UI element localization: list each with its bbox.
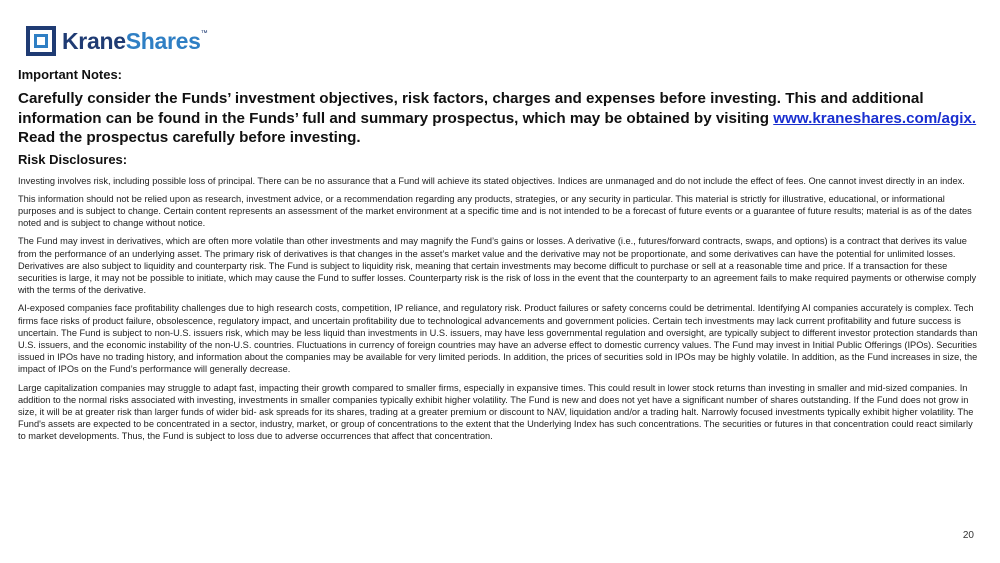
logo-trademark: ™	[200, 29, 208, 37]
page-number: 20	[962, 530, 974, 541]
risk-paragraph-large-cap: Large capitalization companies may struggle to adapt fast, impacting their growth compared to smaller firms, especially in expansive times. This could result in lower stock returns than investing in smaller and mid-sized companies. In addition to the normal risks associated with investing, investments in smaller companies typically exhibit higher volatility. The Fund is new and does not yet have a significant number of shares outstanding. If the Fund does not grow in size, it will be at greater risk than larger funds of wider bid- ask spreads for its shares, trading at a greater premium or discount to NAV, liquidation and/or a trading halt. Narrowly focused investments typically exhibit higher volatility. The Fund's assets are expected to be concentrated in a sector, industry, market, or group of concentrations to the extent that the Underlying Index has such concentrations. The securities or futures in that concentration could react similarly to market developments. Thus, the Fund is subject to loss due to adverse occurrences that affect that concentration.	[18, 382, 974, 442]
logo-brand-dark: Krane	[62, 27, 126, 54]
risk-disclosures-heading: Risk Disclosures:	[18, 151, 128, 167]
disclosure-content	[18, 67, 980, 449]
important-notes-heading: Important Notes:	[18, 67, 122, 82]
kraneshares-logo	[26, 26, 207, 56]
logo-wordmark	[62, 27, 208, 54]
risk-paragraph-derivatives: The Fund may invest in derivatives, which are often more volatile than other investments and may magnify the Fund’s gains or losses. A derivative (i.e., futures/forward contracts, swaps, and options) is a contract that derives its value from the performance of an underlying asset. The primary risk of derivatives is that changes in the asset’s market value and the derivative may not be proportionate, and some derivatives can have the potential for unlimited losses. Derivatives are also subject to liquidity and counterparty risk. The Fund is subject to liquidity risk, meaning that certain investments may become difficult to purchase or sell at a reasonable time and price. If a transaction for these securities is large, it may not be possible to initiate, which may cause the Fund to suffer losses. Counterparty risk is the risk of loss in the event that the counterparty to an agreement fails to make required payments or otherwise comply with the terms of the derivative.	[18, 236, 977, 296]
risk-paragraph-not-advice: This information should not be relied upon as research, investment advice, or a recommendation regarding any products, strategies, or any security in particular. This material is strictly for illustrative, educational, or informational purposes and is subject to change. Certain content represents an assessment of the market environment at a specific time and is not intended to be a forecast of future events or a guarantee of future results; material is as of the dates noted and is subject to change without notice.	[18, 193, 972, 229]
risk-paragraph-general: Investing involves risk, including possible loss of principal. There can be no assurance that a Fund will achieve its stated objectives. Indices are unmanaged and do not include the effect of fees. One cannot invest directly in an index.	[18, 175, 965, 186]
risk-paragraph-ai-companies: AI-exposed companies face profitability challenges due to high research costs, competition, IP reliance, and regulatory risk. Product failures or safety concerns could be detrimental. Identifying AI companies accurately is complex. Tech firms face risks of product failure, obsolescence, regulatory impact, and uncertain profitability due to technological advancements and government policies. Certain tech investments may lack current profitability and future success is uncertain. The Fund is subject to non-U.S. issuers risk, which may be less liquid than investments in U.S. issuers, may have less governmental regulation and oversight, are typically subject to different investor protection standards than U.S. issuers, and the economic instability of the non-U.S. countries. Fluctuations in currency of foreign countries may have an adverse effect to domestic currency values. The Fund may invest in Initial Public Offerings (IPOs). Securities issued in IPOs have no trading history, and information about the companies may be available for very limited periods. In addition, the prices of securities sold in IPOs may be highly volatile. In addition, as the Fund increases in size, the impact of IPOs on the Fund’s performance will generally decrease.	[18, 303, 978, 375]
prospectus-notice-text: Carefully consider the Funds’ investment objectives, risk factors, charges and expenses before investing. This and additional information can be found in the Funds’ full and summary prospectus, which may be obtained by visiting	[18, 90, 924, 127]
prospectus-notice	[18, 89, 980, 148]
prospectus-notice-tail: Read the prospectus carefully before investing.	[18, 129, 361, 146]
logo-brand-light: Shares	[125, 27, 201, 54]
kraneshares-logo-icon	[26, 26, 56, 56]
prospectus-link[interactable]: www.kraneshares.com/agix.	[773, 109, 977, 127]
